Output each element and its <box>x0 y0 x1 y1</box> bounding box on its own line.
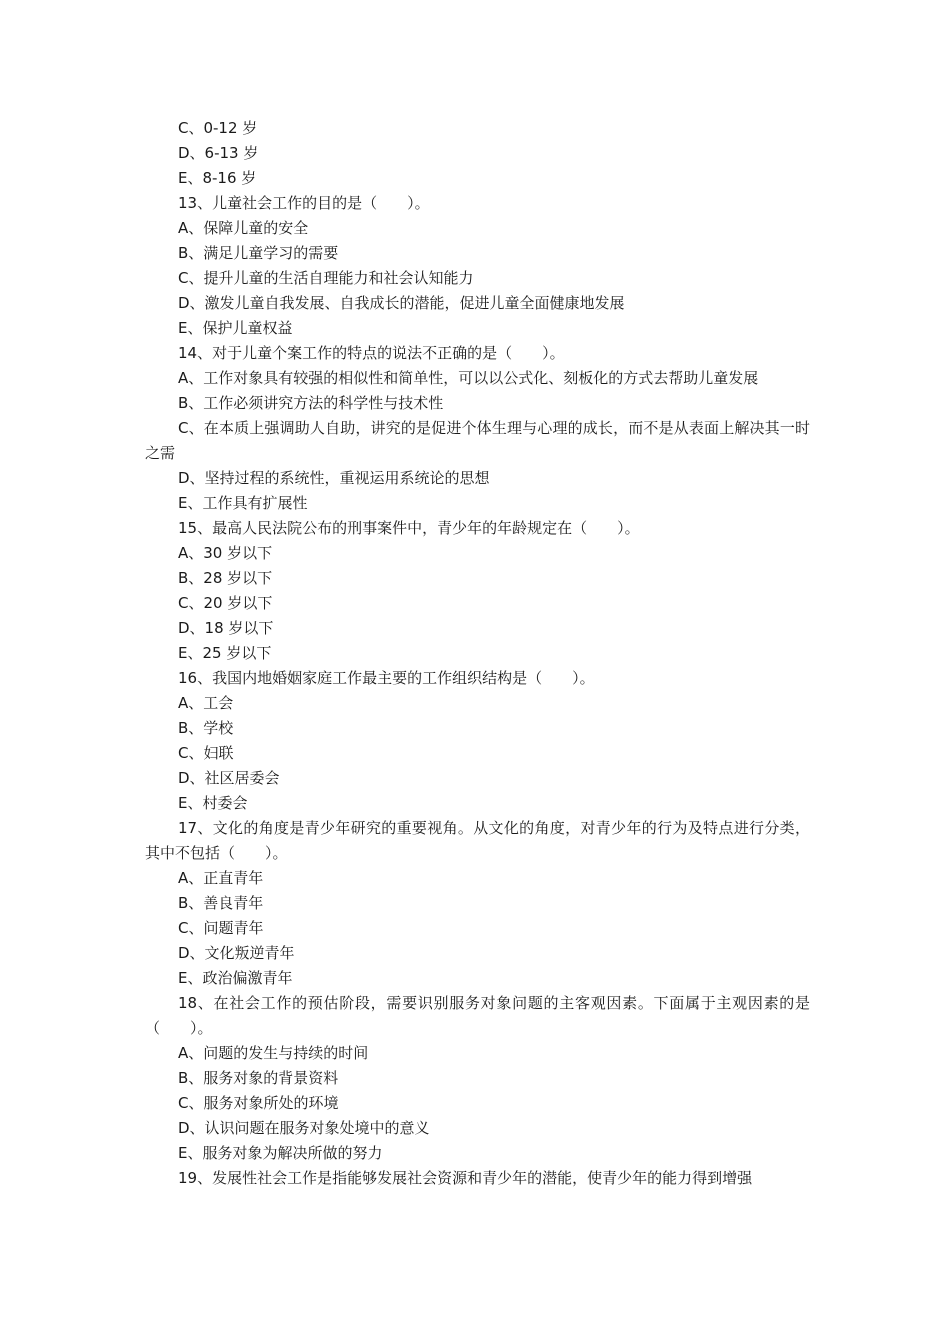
q14-option-e: E、工作具有扩展性 <box>178 494 308 512</box>
q17-option-a: A、正直青年 <box>178 869 264 887</box>
q15-option-b: B、28 岁以下 <box>178 569 273 587</box>
q13-option-e: E、保护儿童权益 <box>178 319 293 337</box>
q15-option-e: E、25 岁以下 <box>178 644 272 662</box>
question-13: 13、儿童社会工作的目的是（ ）。 <box>178 194 430 212</box>
q15-option-d: D、18 岁以下 <box>178 619 274 637</box>
q14-option-d: D、坚持过程的系统性，重视运用系统论的思想 <box>178 469 490 487</box>
q16-option-d: D、社区居委会 <box>178 769 280 787</box>
q18-option-e: E、服务对象为解决所做的努力 <box>178 1144 383 1162</box>
q16-option-a: A、工会 <box>178 694 234 712</box>
q14-option-a: A、工作对象具有较强的相似性和简单性，可以以公式化、刻板化的方式去帮助儿童发展 <box>178 369 759 387</box>
q15-option-a: A、30 岁以下 <box>178 544 273 562</box>
option-c-age-0-12: C、0-12 岁 <box>178 119 258 137</box>
q14-option-b: B、工作必须讲究方法的科学性与技术性 <box>178 394 444 412</box>
q18-option-a: A、问题的发生与持续的时间 <box>178 1044 369 1062</box>
question-15: 15、最高人民法院公布的刑事案件中，青少年的年龄规定在（ ）。 <box>178 519 640 537</box>
q16-option-e: E、村委会 <box>178 794 248 812</box>
q15-option-c: C、20 岁以下 <box>178 594 273 612</box>
q18-option-c: C、服务对象所处的环境 <box>178 1094 339 1112</box>
q14-option-c: C、在本质上强调助人自助，讲究的是促进个体生理与心理的成长，而不是从表面上解决其一时之需 <box>145 419 810 462</box>
q16-option-b: B、学校 <box>178 719 234 737</box>
q17-option-e: E、政治偏激青年 <box>178 969 293 987</box>
question-14: 14、对于儿童个案工作的特点的说法不正确的是（ ）。 <box>178 344 565 362</box>
q13-option-c: C、提升儿童的生活自理能力和社会认知能力 <box>178 269 474 287</box>
option-e-age-8-16: E、8-16 岁 <box>178 169 257 187</box>
q13-option-b: B、满足儿童学习的需要 <box>178 244 339 262</box>
q18-option-d: D、认识问题在服务对象处境中的意义 <box>178 1119 430 1137</box>
q13-option-a: A、保障儿童的安全 <box>178 219 309 237</box>
q16-option-c: C、妇联 <box>178 744 234 762</box>
q17-option-c: C、问题青年 <box>178 919 264 937</box>
q17-option-d: D、文化叛逆青年 <box>178 944 295 962</box>
question-16: 16、我国内地婚姻家庭工作最主要的工作组织结构是（ ）。 <box>178 669 595 687</box>
question-text <box>145 116 810 1191</box>
q17-option-b: B、善良青年 <box>178 894 264 912</box>
q13-option-d: D、激发儿童自我发展、自我成长的潜能，促进儿童全面健康地发展 <box>178 294 625 312</box>
question-17: 17、文化的角度是青少年研究的重要视角。从文化的角度，对青少年的行为及特点进行分类，其中不包括（ ）。 <box>145 819 810 862</box>
q18-option-b: B、服务对象的背景资料 <box>178 1069 339 1087</box>
option-d-age-6-13: D、6-13 岁 <box>178 144 259 162</box>
question-18: 18、在社会工作的预估阶段，需要识别服务对象问题的主客观因素。下面属于主观因素的是（ ）。 <box>145 994 810 1037</box>
question-19: 19、发展性社会工作是指能够发展社会资源和青少年的潜能，使青少年的能力得到增强 <box>178 1169 753 1187</box>
